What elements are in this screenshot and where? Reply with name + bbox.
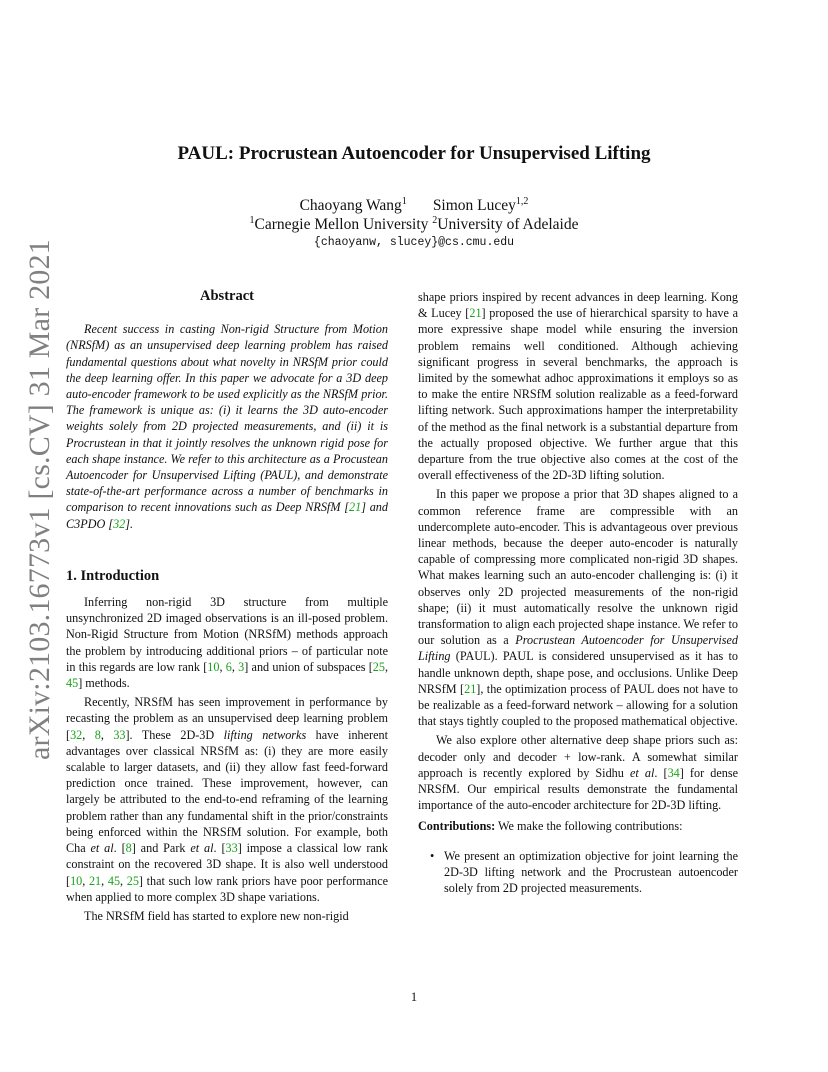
paper-title: PAUL: Procrustean Autoencoder for Unsupervised Lifting — [177, 143, 651, 164]
affiliation-name: University of Adelaide — [437, 216, 579, 234]
author-email: {chaoyanw, slucey}@cs.cmu.edu — [313, 236, 515, 249]
intro-paragraph-2: Recently, NRSfM has seen improvement in performance by recasting the problem as an unsupervised deep learning problem [32, 8, 33]. These 2D-3D lifting networks have inherent advantages over classical NRSfM as: (i) they are more easily scalable to larger datasets, and (ii) they allow fast feed-forward prediction once trained. These improvement, however, can largely be attributed to the end-to-end reframing of the learning problem rather than any fundamental shift in the prior/constraints being enforced within the NRSfM solution. For example, both Cha et al. [8] and Park et al. [33] impose a classical low rank constraint on the recovered 3D shape. It is also well understood [10, 21, 45, 25] that such low rank priors have poor performance when applied to more complex 3D shape variations. — [66, 695, 389, 904]
citation-link[interactable]: 10 — [207, 659, 220, 674]
abstract-heading: Abstract — [200, 288, 254, 304]
list-item: • We present an optimization objective for joint learning the 2D-3D lifting network and the Procrustean autoencoder solely from 2D projected measurements. — [430, 848, 738, 896]
author-affiliation-mark: 1,2 — [515, 196, 529, 207]
citation-link[interactable]: 21 — [469, 306, 482, 321]
citation-link[interactable]: 33 — [225, 841, 238, 856]
contributions-list — [418, 848, 738, 897]
body-paragraph: In this paper we propose a prior that 3D shapes aligned to a common reference frame are compressible with an undercomplete auto-encoder. This is advantageous over previous linear methods, because the deeper auto-encoder is naturally capable of compressing more complicated non-rigid 3D shapes. What makes learning such an auto-encoder challenging is: (i) it observes only 2D projected measurements of the non-rigid shape; (ii) it must automatically resolve the unknown rigid transformation to align each projected shape instance. We refer to our solution as a Procrustean Autoencoder for Unsupervised Lifting (PAUL). PAUL is considered unsupervised as it has to handle unknown depth, shape pose, and occlusions. Unlike Deep NRSfM [21], the optimization process of PAUL does not have to be realizable as a feed-forward network – allowing for a solution that stays tightly coupled to the proposed mathematical objective. — [418, 487, 738, 729]
citation-link[interactable]: 34 — [667, 765, 680, 780]
author-name: Simon Lucey — [432, 197, 516, 215]
intro-paragraph-1: Inferring non-rigid 3D structure from multiple unsynchronized 2D imaged observations is an ill-posed problem. Non-Rigid Structure from Motion (NRSfM) methods approach the problem by introducing additional priors – of particular note in this regards are low rank [10, 6, 3] and union of subspaces [25, 45] methods. — [66, 595, 389, 691]
citation-link[interactable]: 8 — [125, 841, 132, 856]
affiliations — [0, 215, 828, 234]
author-list — [0, 196, 828, 215]
author-affiliation-mark: 1 — [401, 196, 407, 207]
citation-link[interactable]: 25 — [372, 659, 385, 674]
citation-link[interactable]: 21 — [349, 500, 362, 515]
affiliation-name: Carnegie Mellon University — [254, 216, 433, 234]
citation-link[interactable]: 10 — [70, 873, 83, 888]
abstract-body: Recent success in casting Non-rigid Structure from Motion (NRSfM) as an unsupervised deep learning problem has raised fundamental questions about what novelty in NRSfM prior could the deep learning offer. In this paper we advocate for a 3D deep auto-encoder framework to be used explicitly as the NRSfM prior. The framework is unique as: (i) it learns the 3D auto-encoder weights solely from 2D projected measurements, and (ii) it is Procrustean in that it jointly resolves the unknown rigid pose for each shape instance. We refer to this architecture as a Procustean Autoencoder for Unsupervised Lifting (PAUL), and demonstrate state-of-the-art performance across a number of benchmarks in comparison to recent innovations such as Deep NRSfM [21] and C3PDO [32]. — [66, 322, 388, 531]
citation-link[interactable]: 25 — [126, 873, 139, 888]
section-heading-introduction: 1. Introduction — [66, 567, 160, 584]
citation-link[interactable]: 32 — [70, 727, 83, 742]
right-column — [418, 289, 738, 896]
affiliation-mark: 2 — [432, 215, 438, 226]
intro-paragraph-3: The NRSfM field has started to explore new non-rigid — [84, 908, 349, 923]
arxiv-identifier: arXiv:2103.16773v1 [cs.CV] 31 Mar 2021 — [23, 239, 56, 760]
citation-link[interactable]: 45 — [66, 676, 79, 691]
body-paragraph: shape priors inspired by recent advances in deep learning. Kong & Lucey [21] proposed the use of hierarchical sparsity to have a more expressive shape model while ensuring the inversion problem remains well conditioned. Although achieving significant progress in several benchmarks, the approach is limited by the somewhat adhoc approximations it employs so as to make the entire NRSfM solution realizable as a feed-forward lifting network. Such approximations hamper the interpretability of the method as the final network is a substantial departure from the actually proposed objective. We further argue that this departure from the true objective also comes at the cost of the overall effectiveness of the 2D-3D lifting solution. — [418, 290, 738, 483]
citation-link[interactable]: 6 — [225, 659, 232, 674]
citation-link[interactable]: 45 — [107, 873, 121, 888]
bullet-icon: • — [430, 848, 435, 863]
contributions-paragraph: Contributions: We make the following contributions: — [418, 818, 683, 833]
page-number: 1 — [410, 990, 418, 1004]
citation-link[interactable]: 32 — [113, 516, 126, 531]
citation-link[interactable]: 21 — [464, 681, 477, 696]
affiliation-mark: 1 — [249, 215, 255, 226]
contributions-label: Contributions: — [418, 818, 496, 833]
citation-link[interactable]: 8 — [94, 727, 101, 742]
body-paragraph: We also explore other alternative deep shape priors such as: decoder only and decoder + low-rank. A somewhat similar approach is recently explored by Sidhu et al. [34] for dense NRSfM. Our empirical results demonstrate the fundamental importance of the auto-encoder architecture for 2D-3D lifting. — [418, 733, 738, 813]
author-name: Chaoyang Wang — [299, 197, 402, 215]
arxiv-stamp — [8, 239, 68, 770]
citation-link[interactable]: 3 — [238, 659, 245, 674]
citation-link[interactable]: 21 — [88, 873, 102, 888]
left-column — [66, 288, 388, 924]
citation-link[interactable]: 33 — [113, 727, 126, 742]
